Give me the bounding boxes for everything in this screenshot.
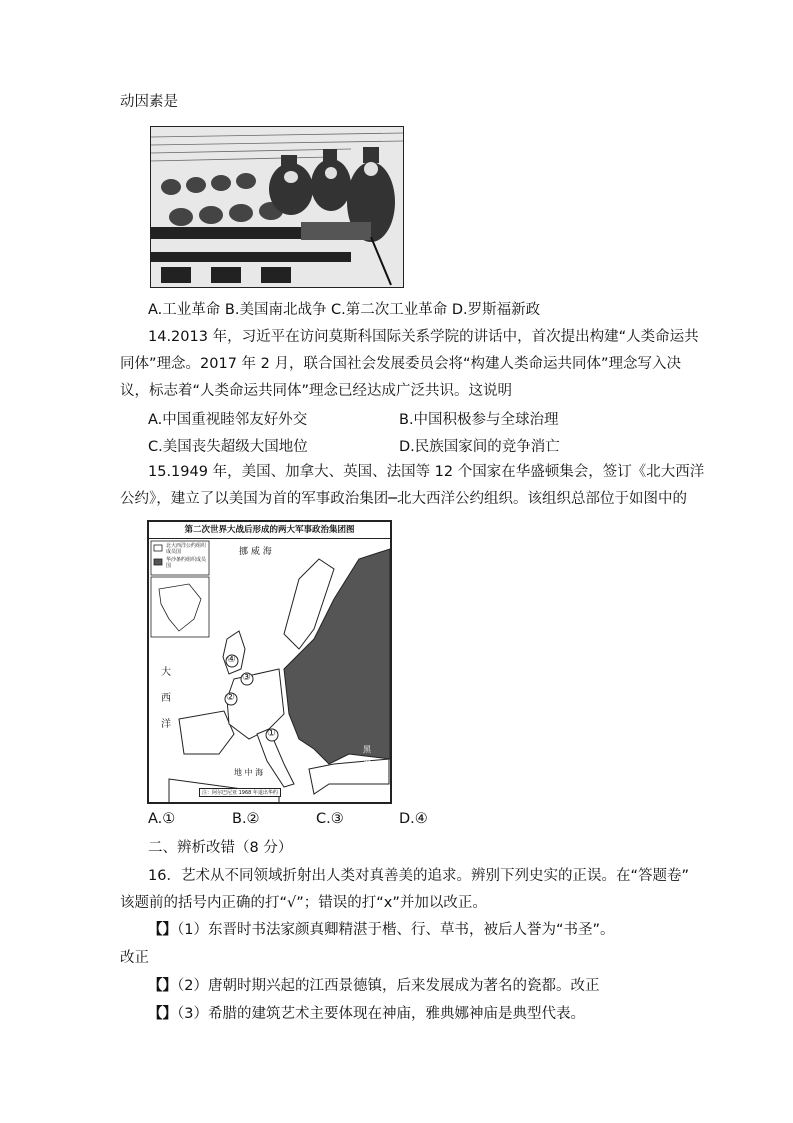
legend-nato-label: 北大西洋公约组织成员国 <box>166 543 207 555</box>
q16-item-1-text: （1）东晋时书法家颜真卿精湛于楷、行、草书，被后人誉为“书圣”。 <box>177 922 615 938</box>
q14-option-d: D.民族国家间的竞争消亡 <box>399 439 560 455</box>
q16-item-2-text: （2）唐朝时期兴起的江西景德镇，后来发展成为著名的瓷都。改正 <box>177 978 600 994</box>
answer-bracket-2: 【】 <box>148 978 177 994</box>
q14-option-b: B.中国积极参与全球治理 <box>399 412 559 428</box>
legend-warsaw-label: 华沙条约组织成员国 <box>166 557 207 569</box>
black-sea-label <box>363 744 373 768</box>
q14-option-a: A.中国重视睦邻友好外交 <box>148 412 308 428</box>
norwegian-sea-label: 挪 威 海 <box>239 547 272 557</box>
q16-stem-line1: 16．艺术从不同领域折射出人类对真善美的追求。辨别下列史实的正误。在“答题卷” <box>148 868 689 884</box>
q13-stem-tail: 动因素是 <box>120 94 178 110</box>
q14-stem-line3: 议，标志着“人类命运共同体”理念已经达成广泛共识。这说明 <box>120 383 513 399</box>
med-char-3: 海 <box>255 768 264 777</box>
black-sea-char-2: 海 <box>363 757 371 766</box>
q15-option-c: C.③ <box>316 811 344 827</box>
cartoon-drawing <box>151 127 403 287</box>
mediterranean-label <box>234 767 274 779</box>
map-title: 第二次世界大战后形成的两大军事政治集团图 <box>149 522 390 539</box>
q16-item-1-fix: 改正 <box>120 950 149 966</box>
turkey-greece-land <box>309 759 389 794</box>
section2-heading: 二、辨析改错（8 分） <box>148 840 293 856</box>
q16-stem-line2: 该题前的括号内正确的打“√”；错误的打“x”并加以改正。 <box>120 895 487 911</box>
q16-item-3 <box>148 1004 585 1024</box>
atlantic-char-3: 洋 <box>161 719 171 730</box>
atlantic-ocean-label <box>161 660 173 738</box>
q13-options: A.工业革命 B.美国南北战争 C.第二次工业革命 D.罗斯福新政 <box>148 302 541 318</box>
q14-option-c: C.美国丧失超级大国地位 <box>148 439 308 455</box>
q15-option-b: B.② <box>232 811 260 827</box>
q16-item-3-text: （3）希腊的建筑艺术主要体现在神庙，雅典娜神庙是典型代表。 <box>177 1006 585 1022</box>
marker-3: ③ <box>242 672 251 683</box>
britain-land <box>223 631 245 674</box>
cold-war-blocs-map <box>147 520 392 804</box>
q15-stem-line2: 公约》，建立了以美国为首的军事政治集团─北大西洋公约组织。该组织总部位于如图中的 <box>120 491 687 507</box>
q15-option-d: D.④ <box>399 811 428 827</box>
q14-stem-line1: 14.2013 年，习近平在访问莫斯科国际关系学院的讲话中，首次提出构建“人类命运共 <box>148 329 699 345</box>
atlantic-char-2: 西 <box>161 693 171 704</box>
answer-bracket-1: 【】 <box>148 922 177 938</box>
q15-stem-line1: 15.1949 年，美国、加拿大、英国、法国等 12 个国家在华盛顿集会，签订《北大西洋 <box>148 464 705 480</box>
map-drawing <box>149 539 390 803</box>
q14-stem-line2: 同体”理念。2017 年 2 月，联合国社会发展委员会将“构建人类命运共同体”理念写入决 <box>120 356 681 372</box>
q16-item-2 <box>148 976 599 996</box>
marker-2: ② <box>226 692 235 703</box>
black-sea-char-1: 黑 <box>363 745 371 754</box>
answer-bracket-3: 【】 <box>148 1006 177 1022</box>
q16-item-1 <box>148 920 615 940</box>
med-char-2: 中 <box>244 768 253 777</box>
marker-1: ① <box>267 728 276 739</box>
atlantic-char-1: 大 <box>161 667 171 678</box>
political-cartoon-image <box>150 126 404 288</box>
iberia-land <box>179 711 234 754</box>
med-char-1: 地 <box>234 768 242 777</box>
marker-4: ④ <box>227 654 236 665</box>
q15-option-a: A.① <box>148 811 176 827</box>
map-footnote: 注：阿尔巴尼亚 1968 年退出华约 <box>199 788 281 797</box>
